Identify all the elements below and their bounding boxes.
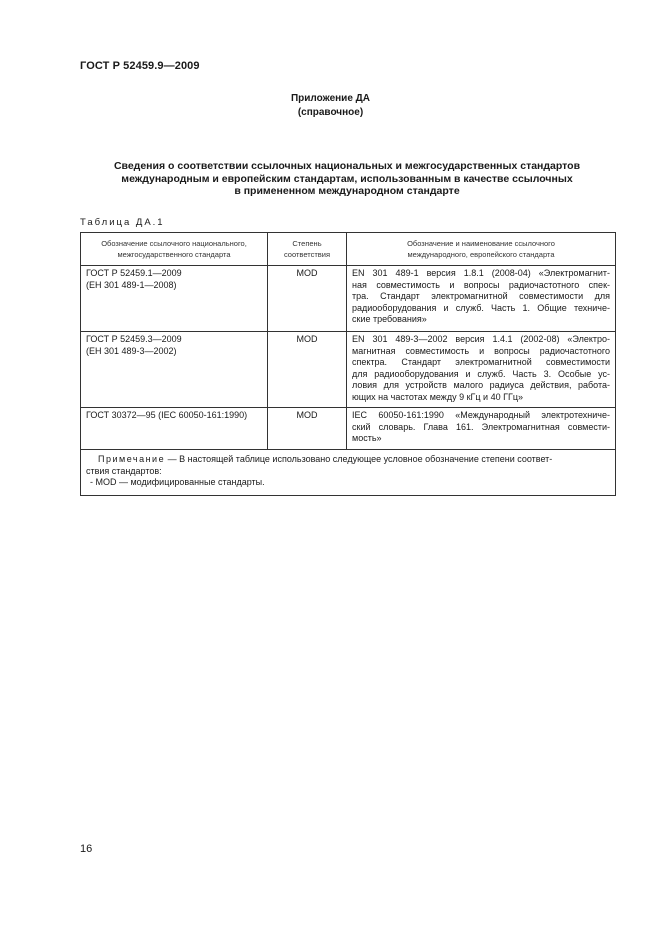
standard-code: (ЕН 301 489-1—2008) [86,279,177,290]
section-heading [80,160,614,198]
description-line: для радиооборудования и служб. Часть 3. Особые ус- [352,368,610,379]
description-line: ские требования» [352,314,427,324]
description-line: радиооборудования и служб. Часть 1. Общие техниче- [352,302,610,313]
cell-standard [81,332,268,408]
description-line: ная совместимость и вопросы радиочастотного спек- [352,279,610,290]
header-text: международного, европейского стандарта [407,250,555,259]
header-text: Обозначение и наименование ссылочного [407,239,555,248]
annex-title: Приложение ДА [290,93,371,104]
cell-description [347,408,616,450]
standard-code: (ЕН 301 489-3—2002) [86,345,177,356]
table-header-row [81,233,616,266]
description-line: ющих на частотах между 9 кГц и 40 ГГц» [352,391,523,402]
description-line: ский словарь. Глава 161. Электромагнитная совмести- [352,421,610,432]
standards-table [80,232,616,496]
note-line: ствия стандартов: [86,465,162,476]
note-line [86,454,610,466]
note-text: — В настоящей таблице использовано следующее условное обозначение степени соответ- [165,454,553,464]
description-line: IEC 60050-161:1990 «Международный электротехниче- [352,410,610,420]
standard-code: ГОСТ Р 52459.3—2009 [86,334,182,344]
document-code: ГОСТ Р 52459.9—2009 [80,60,200,72]
note-bullet: - MOD — модифицированные стандарты. [90,477,265,487]
description-line: тра. Стандарт электромагнитной совместимости для [352,291,610,301]
standard-code: ГОСТ Р 52459.1—2009 [86,268,182,278]
cell-standard [81,408,268,450]
cell-standard [81,266,268,332]
table-row [81,332,616,408]
header-text: Степень [292,239,322,248]
heading-line: международным и европейским стандартам, использованным в качестве ссылочных [121,172,573,185]
cell-description [347,266,616,332]
description-line: мость» [352,433,382,443]
note-row [81,450,616,496]
standard-code: ГОСТ 30372—95 (IEC 60050-161:1990) [86,410,248,420]
cell-description [347,332,616,408]
header-degree [268,233,347,266]
table-caption: Таблица ДА.1 [80,217,165,228]
header-description [347,233,616,266]
table-row [81,266,616,332]
header-text: Обозначение ссылочного национального, [101,239,247,248]
description-line: ловия для устройств малого радиуса действия, работа- [352,380,610,390]
cell-degree: MOD [268,332,347,408]
note-label: Примечание [98,454,166,464]
header-text: соответствия [283,250,331,259]
heading-line: в примененном международном стандарте [234,185,460,197]
header-text: межгосударственного стандарта [117,250,231,259]
description-line: магнитная совместимость и вопросы радиочастотного [352,345,610,356]
description-line: спектра. Стандарт электромагнитной совместимости [352,357,610,367]
header-standard [81,233,268,266]
cell-degree: MOD [268,266,347,332]
table-note [81,450,616,496]
description-line: EN 301 489-3—2002 версия 1.4.1 (2002-08) «Электро- [352,334,610,344]
heading-line: Сведения о соответствии ссылочных национальных и межгосударственных стандартов [113,160,581,172]
page-number: 16 [80,843,93,855]
annex-kind: (справочное) [297,107,364,118]
table-row [81,408,616,450]
cell-degree: MOD [268,408,347,450]
description-line: EN 301 489-1 версия 1.8.1 (2008-04) «Электромагнит- [352,268,610,278]
